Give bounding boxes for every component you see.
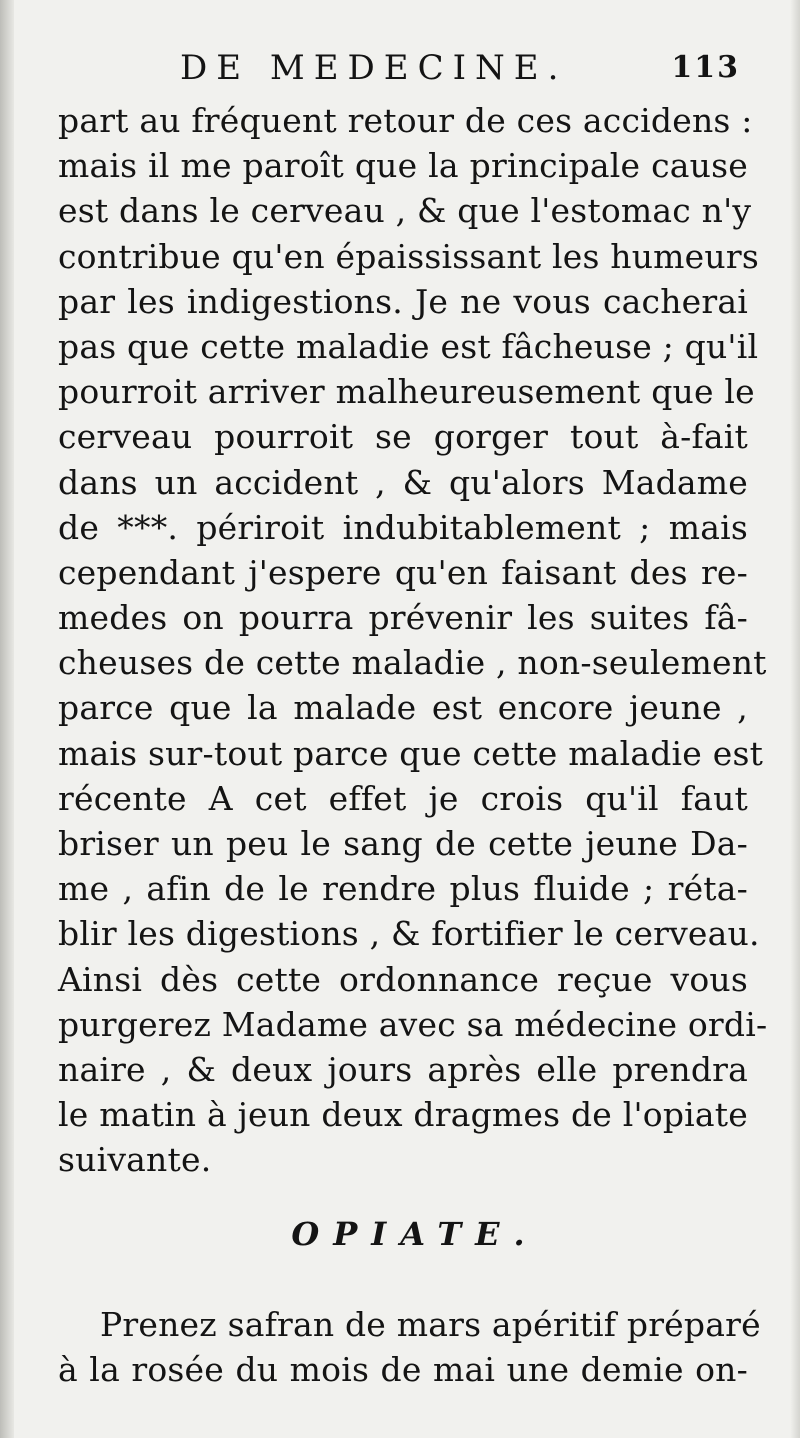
text-line: me , afin de le rendre plus fluide ; réta- [58, 869, 748, 909]
page-number: 113 [671, 50, 740, 85]
text-line: contribue qu'en épaississant les humeurs [58, 236, 759, 276]
text-line: medes on pourra prévenir les suites fâ- [58, 598, 748, 638]
text-line: mais il me paroît que la principale cause [58, 146, 748, 186]
text-line: purgerez Madame avec sa médecine ordi- [58, 1004, 768, 1044]
text-line: par les indigestions. Je ne vous cacherai [58, 281, 748, 321]
text-line: blir les digestions , & fortifier le cerveau. [58, 914, 760, 954]
body-text [58, 98, 768, 1183]
text-line: part au fréquent retour de ces accidens : [58, 101, 753, 140]
running-head [180, 48, 740, 98]
text-line: de ***. périroit indubitablement ; mais [58, 507, 748, 547]
text-line: Ainsi dès cette ordonnance reçue vous [58, 959, 748, 999]
text-line: à la rosée du mois de mai une demie on- [58, 1350, 748, 1390]
text-line: est dans le cerveau , & que l'estomac n'y [58, 191, 752, 231]
text-line: parce que la malade est encore jeune , [58, 688, 748, 728]
running-title: DE MEDECINE. [180, 48, 568, 88]
text-line: briser un peu le sang de cette jeune Da- [58, 824, 748, 863]
recipe-text [58, 1302, 761, 1392]
text-line: naire , & deux jours après elle prendra [58, 1049, 748, 1089]
text-line: Prenez safran de mars apéritif préparé [100, 1305, 761, 1344]
text-line: cerveau pourroit se gorger tout à-fait [58, 417, 748, 457]
text-line: dans un accident , & qu'alors Madame [58, 462, 748, 502]
text-line: mais sur-tout parce que cette maladie est [58, 733, 764, 773]
text-line: pourroit arriver malheureusement que le [58, 372, 755, 412]
text-line: cependant j'espere qu'en faisant des re- [58, 552, 748, 592]
text-line: pas que cette maladie est fâcheuse ; qu'il [58, 326, 759, 366]
text-line: suivante. [58, 1140, 212, 1180]
section-heading: OPIATE. [291, 1215, 539, 1253]
text-line: le matin à jeun deux dragmes de l'opiate [58, 1095, 748, 1135]
text-line: cheuses de cette maladie , non-seulement [58, 643, 767, 683]
text-line: récente A cet effet je crois qu'il faut [58, 778, 748, 818]
